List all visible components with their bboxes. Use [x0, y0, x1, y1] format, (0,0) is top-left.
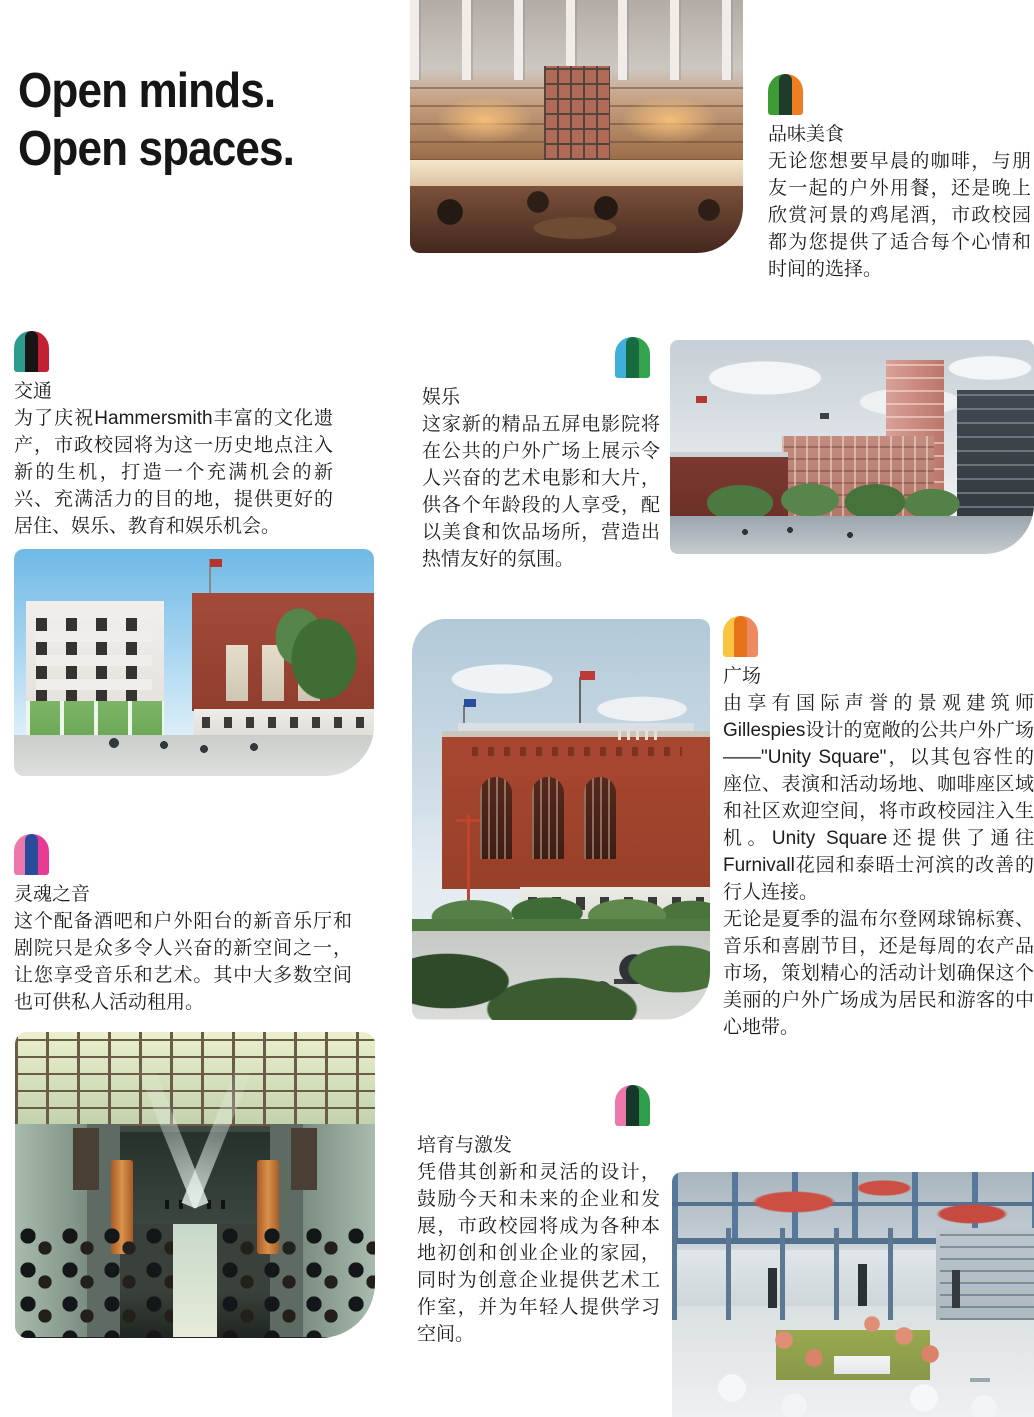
section-nurture	[417, 1085, 660, 1348]
section-body: 这家新的精品五屏电影院将在公共的户外广场上展示令人兴奋的艺术电影和大片，供各个年龄段的人享受，配以美食和饮品场所，营造出热情友好的氛围。	[422, 414, 660, 570]
section-heading: 品味美食	[768, 124, 845, 145]
photo-workspace-interior	[672, 1172, 1034, 1417]
photo-street-scene-campus	[14, 549, 374, 776]
section-body: 凭借其创新和灵活的设计，鼓励今天和未来的企业和发展，市政校园将成为各种本地初创和创业企业的家园，同时为创意企业提供艺术工作室，并为年轻人提供学习空间。	[417, 1162, 660, 1345]
section-heading: 灵魂之音	[14, 884, 91, 905]
icon-row	[768, 74, 1031, 115]
arch-window-icon	[480, 777, 512, 859]
icon-row	[422, 337, 660, 378]
arch-icon-middle-stripe	[626, 1085, 639, 1126]
icon-row	[14, 331, 333, 372]
section-body: 无论您想要早晨的咖啡，与朋友一起的户外用餐，还是晚上欣赏河景的鸡尾酒，市政校园都为您提供了适合每个心情和时间的选择。	[768, 151, 1031, 280]
section-square	[723, 616, 1034, 1041]
square-arch-icon	[723, 616, 758, 657]
arch-icon-middle-stripe	[626, 337, 639, 378]
audience-crowd	[217, 1226, 375, 1338]
photo-concert-hall	[15, 1032, 375, 1338]
photo-town-hall-square	[412, 619, 710, 1020]
title-line-2: Open spaces.	[18, 122, 294, 176]
section-entertainment	[422, 337, 660, 573]
section-music	[14, 834, 352, 1016]
arch-icon-middle-stripe	[779, 74, 792, 115]
arch-window-icon	[584, 777, 616, 859]
section-body: 这个配备酒吧和户外阳台的新音乐厅和剧院只是众多令人兴奋的新空间之一，让您享受音乐和艺术。其中大多数空间也可供私人活动租用。	[14, 911, 352, 1013]
section-heading: 广场	[723, 666, 762, 687]
arch-icon-middle-stripe	[734, 616, 747, 657]
icon-row	[14, 834, 352, 875]
stage-light-beam	[182, 1059, 255, 1209]
section-transport	[14, 331, 333, 540]
section-heading: 娱乐	[422, 387, 461, 408]
nurture-arch-icon	[615, 1085, 650, 1126]
icon-row	[417, 1085, 660, 1126]
section-body: 由享有国际声誉的景观建筑师Gillespies设计的宽敞的公共户外广场——"Unity Square"，以其包容性的座位、表演和活动场地、咖啡座区域和社区欢迎空间，将市政校园注入生机。Unity Square还提供了通往Furnivall花园和泰晤士河滨的改善的行人连接。	[723, 693, 1034, 903]
entertainment-arch-icon	[615, 337, 650, 378]
dining-arch-icon	[768, 74, 803, 115]
photo-bar-interior	[410, 0, 743, 253]
photo-street-scene-cinema	[670, 340, 1034, 554]
transport-arch-icon	[14, 331, 49, 372]
section-dining	[768, 74, 1031, 283]
audience-crowd	[15, 1226, 173, 1338]
section-body-2: 无论是夏季的温布尔登网球锦标赛、音乐和喜剧节目，还是每周的农产品市场，策划精心的活动计划确保这个美丽的户外广场成为居民和游客的中心地带。	[723, 909, 1034, 1038]
arch-icon-middle-stripe	[25, 834, 38, 875]
section-heading: 培育与激发	[417, 1135, 513, 1156]
title-line-1: Open minds.	[18, 64, 276, 118]
section-heading: 交通	[14, 381, 53, 402]
page-title	[18, 62, 294, 178]
music-arch-icon	[14, 834, 49, 875]
arch-icon-middle-stripe	[25, 331, 38, 372]
section-body: 为了庆祝Hammersmith丰富的文化遗产，市政校园将为这一历史地点注入新的生机，打造一个充满机会的新兴、充满活力的目的地，提供更好的居住、娱乐、教育和娱乐机会。	[14, 408, 333, 537]
icon-row	[723, 616, 1034, 657]
arch-window-icon	[532, 777, 564, 859]
